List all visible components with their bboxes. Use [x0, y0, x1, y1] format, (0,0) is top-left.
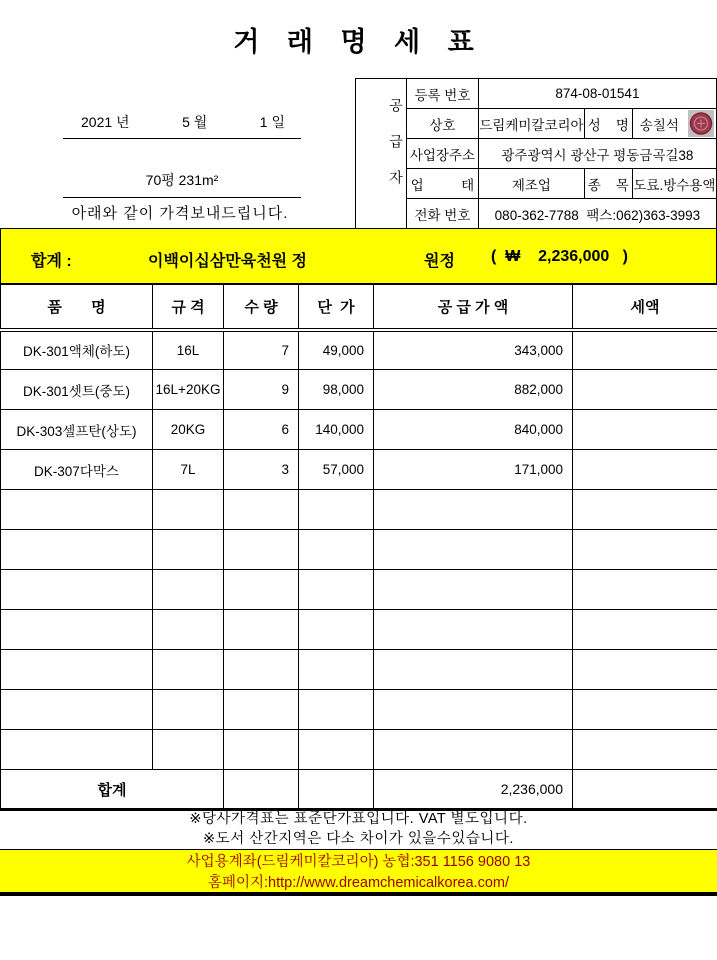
cell-qty: 3 — [224, 450, 299, 490]
page-title: 거 래 명 세 표 — [233, 27, 484, 57]
cell-tax — [573, 370, 717, 410]
cell-spec — [153, 730, 224, 770]
biztype-label: 업 태 — [407, 169, 479, 199]
table-row — [1, 690, 717, 730]
cell-tax — [573, 530, 717, 570]
cell-tax — [573, 650, 717, 690]
cell-spec — [153, 650, 224, 690]
cell-spec — [153, 690, 224, 730]
table-row — [1, 285, 717, 330]
cell-spec: 7L — [153, 450, 224, 490]
cell-item-name: DK-303셀프탄(상도) — [1, 410, 153, 450]
cell-qty — [224, 490, 299, 530]
cell-qty — [224, 650, 299, 690]
cell-supply-value — [374, 490, 573, 530]
greeting-text: 아래와 같이 가격보내드립니다. — [71, 205, 289, 222]
footer-homepage-line: 홈페이지:http://www.dreamchemicalkorea.com/ — [207, 875, 509, 891]
reg-number-label: 등록 번호 — [407, 79, 479, 109]
total-bar-wonjeong: 원정 — [424, 253, 455, 270]
cell-unit-price — [299, 610, 374, 650]
cell-supply-value: 343,000 — [374, 330, 573, 370]
cell-tax — [573, 450, 717, 490]
cell-tax — [573, 330, 717, 370]
cell-supply-value — [374, 690, 573, 730]
table-row — [1, 650, 717, 690]
cell-spec: 16L — [153, 330, 224, 370]
cell-unit-price: 49,000 — [299, 330, 374, 370]
table-row — [1, 570, 717, 610]
cell-tax — [573, 410, 717, 450]
table-row — [1, 330, 717, 370]
item-value: 도료.방수용액 — [632, 169, 716, 199]
name-value-cell — [632, 109, 716, 139]
cell-item-name — [1, 490, 153, 530]
cell-supply-value — [374, 570, 573, 610]
table-row — [1, 530, 717, 570]
cell-supply-value — [374, 610, 573, 650]
supplier-table — [355, 78, 717, 229]
cell-qty — [224, 690, 299, 730]
cell-qty: 6 — [224, 410, 299, 450]
cell-item-name: DK-301셋트(중도) — [1, 370, 153, 410]
table-row — [356, 79, 717, 109]
total-amount-bar — [0, 228, 717, 284]
company-value: 드림케미칼코리아 — [478, 109, 584, 139]
table-row — [1, 610, 717, 650]
cell-item-name — [1, 650, 153, 690]
table-row — [356, 199, 717, 229]
table-row — [356, 139, 717, 169]
cell-supply-value: 171,000 — [374, 450, 573, 490]
table-row — [1, 370, 717, 410]
cell-spec — [153, 490, 224, 530]
cell-qty — [224, 730, 299, 770]
phone-value: 080-362-7788 팩스:062)363-3993 — [478, 199, 716, 229]
cell-item-name — [1, 570, 153, 610]
cell-tax — [573, 730, 717, 770]
cell-supply-value: 840,000 — [374, 410, 573, 450]
items-table — [0, 284, 717, 811]
phone-label: 전화 번호 — [407, 199, 479, 229]
cell-supply-value — [374, 650, 573, 690]
table-row — [1, 410, 717, 450]
cell-qty — [224, 530, 299, 570]
total-amount-korean: 이백이십삼만육천원 정 — [148, 253, 308, 270]
cell-unit-price: 140,000 — [299, 410, 374, 450]
name-label: 성 명 — [584, 109, 632, 139]
company-label: 상호 — [407, 109, 479, 139]
cell-unit-price — [299, 650, 374, 690]
cell-item-name — [1, 690, 153, 730]
address-label: 사업장주소 — [407, 139, 479, 169]
header-unit-price: 단 가 — [299, 285, 374, 330]
cell-item-name: DK-307다막스 — [1, 450, 153, 490]
biztype-value: 제조업 — [478, 169, 584, 199]
cell-unit-price: 98,000 — [299, 370, 374, 410]
cell-qty — [224, 570, 299, 610]
cell-unit-price — [299, 730, 374, 770]
cell-tax — [573, 570, 717, 610]
table-row — [356, 169, 717, 199]
item-label: 종 목 — [584, 169, 632, 199]
items-total — [1, 770, 717, 810]
note-line-1: ※당사가격표는 표준단가표입니다. VAT 별도입니다. — [189, 811, 528, 827]
footer-account-line: 사업용계좌(드림케미칼코리아) 농협:351 1156 9080 13 — [186, 854, 531, 870]
cell-unit-price: 57,000 — [299, 450, 374, 490]
footer-bar — [0, 849, 717, 896]
cell-qty: 7 — [224, 330, 299, 370]
items-body — [1, 330, 717, 770]
date-day: 1 일 — [259, 114, 285, 130]
cell-qty — [224, 610, 299, 650]
cell-spec: 20KG — [153, 410, 224, 450]
header-supply-value: 공 급 가 액 — [374, 285, 573, 330]
cell-unit-price — [299, 490, 374, 530]
date-line — [63, 112, 301, 139]
cell-qty: 9 — [224, 370, 299, 410]
cell-item-name — [1, 530, 153, 570]
total-row-label: 합계 — [1, 770, 224, 810]
table-row — [1, 490, 717, 530]
items-table-header — [1, 285, 717, 330]
note-line-2: ※도서 산간지역은 다소 차이가 있을수있습니다. — [203, 831, 514, 847]
cell-unit-price — [299, 570, 374, 610]
total-amount-numeric: ( ₩ 2,236,000 ) — [491, 248, 628, 265]
table-row — [356, 109, 717, 139]
reg-number-value: 874-08-01541 — [478, 79, 716, 109]
cell-item-name: DK-301액체(하도) — [1, 330, 153, 370]
table-row — [1, 450, 717, 490]
cell-supply-value — [374, 530, 573, 570]
cell-item-name — [1, 730, 153, 770]
name-value: 송칠석 — [639, 117, 679, 133]
cell-spec — [153, 530, 224, 570]
total-bar-label: 합계 : — [31, 253, 72, 270]
notes-block — [0, 809, 717, 849]
supplier-side-label — [356, 79, 407, 229]
total-row-supply-value: 2,236,000 — [374, 770, 573, 810]
supplier-side-label-text: 공급자 — [388, 98, 405, 206]
cell-unit-price — [299, 530, 374, 570]
cell-tax — [573, 690, 717, 730]
cell-spec: 16L+20KG — [153, 370, 224, 410]
cell-unit-price — [299, 690, 374, 730]
total-row-unit-price — [299, 770, 374, 810]
red-seal-stamp-icon — [688, 110, 714, 137]
header-qty: 수 량 — [224, 285, 299, 330]
cell-spec — [153, 570, 224, 610]
date-month: 5 월 — [182, 114, 208, 130]
date-year: 2021 년 — [81, 114, 130, 130]
address-value: 광주광역시 광산구 평동금곡길38 — [478, 139, 716, 169]
header-spec: 규 격 — [153, 285, 224, 330]
total-row — [1, 770, 717, 810]
total-row-tax — [573, 770, 717, 810]
header-item-name: 품 명 — [1, 285, 153, 330]
cell-tax — [573, 490, 717, 530]
total-row-qty — [224, 770, 299, 810]
cell-supply-value: 882,000 — [374, 370, 573, 410]
area-line: 70평 231m² — [63, 170, 301, 198]
cell-item-name — [1, 610, 153, 650]
table-row — [1, 730, 717, 770]
cell-spec — [153, 610, 224, 650]
header-tax: 세액 — [573, 285, 717, 330]
cell-tax — [573, 610, 717, 650]
cell-supply-value — [374, 730, 573, 770]
